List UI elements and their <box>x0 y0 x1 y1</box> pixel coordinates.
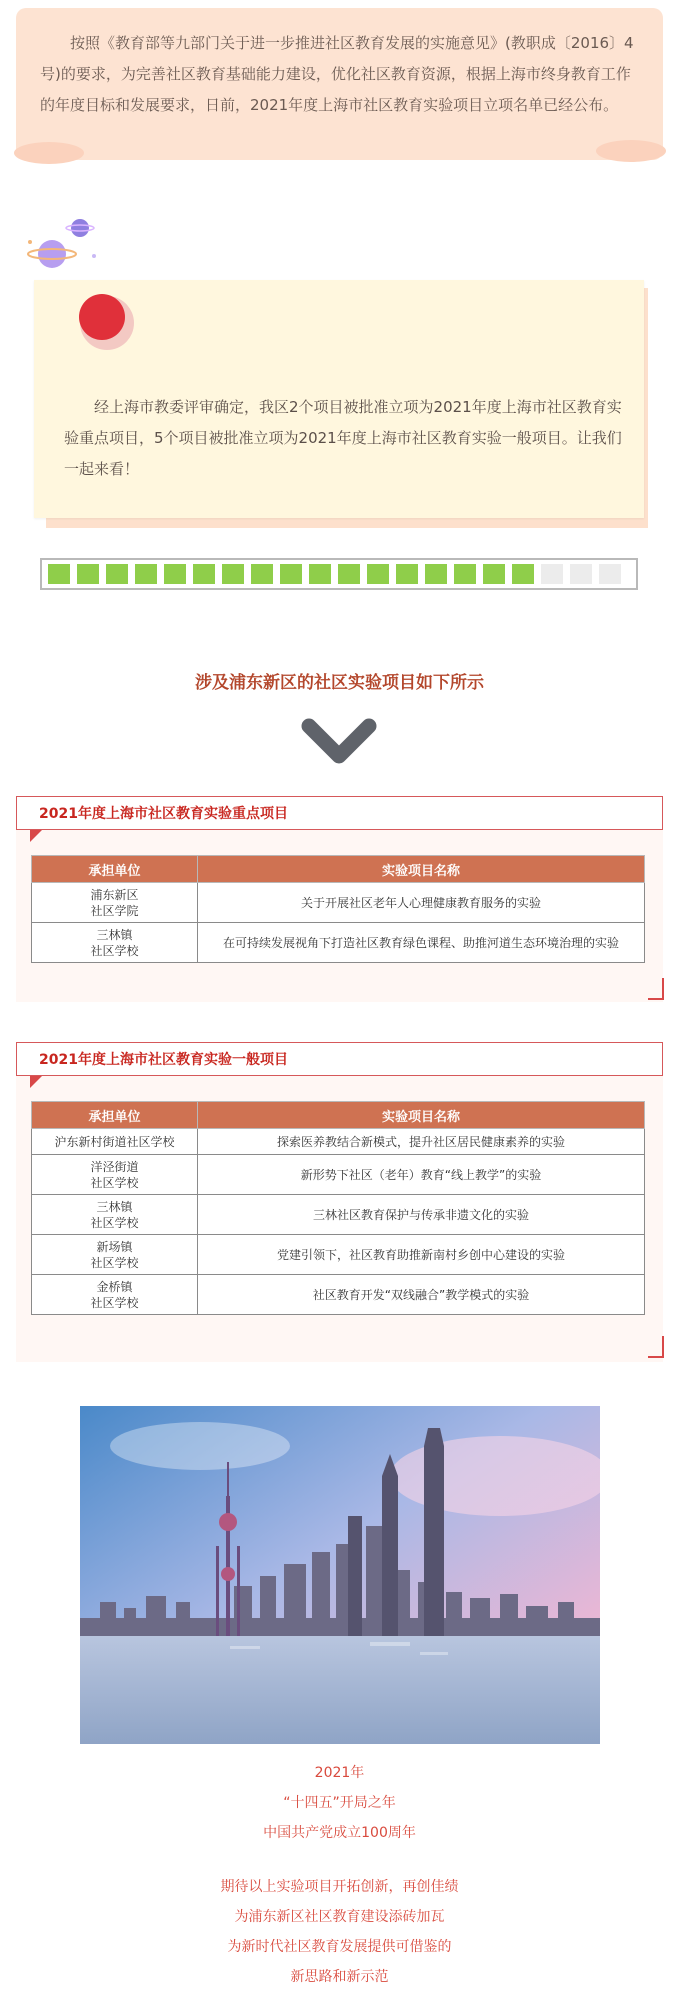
header-project-name: 实验项目名称 <box>198 856 645 883</box>
progress-segment <box>570 564 592 584</box>
note-text: 经上海市教委评审确定，我区2个项目被批准立项为2021年度上海市社区教育实验重点项目，5个项目被批准立项为2021年度上海市社区教育实验一般项目。让我们一起来看！ <box>64 398 622 478</box>
section-heading: 涉及浦东新区的社区实验项目如下所示 <box>195 673 484 693</box>
progress-segment <box>599 564 621 584</box>
table-row <box>32 1275 645 1315</box>
progress-segment <box>135 564 157 584</box>
key-projects-title <box>16 796 663 830</box>
progress-segment <box>48 564 70 584</box>
shanghai-skyline-photo <box>80 1406 600 1744</box>
chevron-down-icon <box>299 716 379 772</box>
general-projects-title <box>16 1042 663 1076</box>
table-row <box>32 1155 645 1195</box>
closing-line: 中国共产党成立100周年 <box>263 1825 416 1841</box>
closing-line: 为新时代社区教育发展提供可借鉴的 <box>227 1939 452 1955</box>
general-projects-title-text: 2021年度上海市社区教育实验一般项目 <box>39 1052 288 1068</box>
unit-cell: 新场镇 社区学校 <box>32 1235 198 1275</box>
unit-cell: 金桥镇 社区学校 <box>32 1275 198 1315</box>
progress-segment <box>251 564 273 584</box>
intro-cloud-right <box>596 140 666 162</box>
project-name-cell: 在可持续发展视角下打造社区教育绿色课程、助推河道生态环境治理的实验 <box>198 923 645 963</box>
closing-line: 新思路和新示范 <box>290 1969 389 1985</box>
table-row <box>32 1129 645 1155</box>
progress-segment <box>222 564 244 584</box>
progress-segment <box>338 564 360 584</box>
progress-segment <box>454 564 476 584</box>
unit-cell: 三林镇 社区学校 <box>32 923 198 963</box>
project-name-cell: 党建引领下，社区教育助推新南村乡创中心建设的实验 <box>198 1235 645 1275</box>
progress-segment <box>106 564 128 584</box>
progress-segment <box>193 564 215 584</box>
progress-bar <box>40 558 638 590</box>
unit-cell: 浦东新区 社区学院 <box>32 883 198 923</box>
header-project-name: 实验项目名称 <box>198 1102 645 1129</box>
table-row <box>32 1235 645 1275</box>
header-unit: 承担单位 <box>32 856 198 883</box>
project-name-cell: 关于开展社区老年人心理健康教育服务的实验 <box>198 883 645 923</box>
progress-segment <box>280 564 302 584</box>
intro-text: 按照《教育部等九部门关于进一步推进社区教育发展的实施意见》(教职成〔2016〕4号)的要求，为完善社区教育基础能力建设，优化社区教育资源，根据上海市终身教育工作的年度目标和发展要求，日前，2021年度上海市社区教育实验项目立项名单已经公布。 <box>40 34 634 114</box>
header-unit: 承担单位 <box>32 1102 198 1129</box>
table-row <box>32 923 645 963</box>
key-projects-corner <box>648 978 664 1000</box>
key-projects-table <box>31 855 645 963</box>
project-name-cell: 新形势下社区（老年）教育“线上教学”的实验 <box>198 1155 645 1195</box>
table-row <box>32 1195 645 1235</box>
unit-cell: 三林镇 社区学校 <box>32 1195 198 1235</box>
project-name-cell: 三林社区教育保护与传承非遗文化的实验 <box>198 1195 645 1235</box>
progress-segment <box>512 564 534 584</box>
closing-line: 为浦东新区社区教育建设添砖加瓦 <box>234 1909 445 1925</box>
planet-icon <box>24 216 104 276</box>
progress-segment <box>164 564 186 584</box>
table-header-row <box>32 856 645 883</box>
progress-segment <box>483 564 505 584</box>
progress-segment <box>396 564 418 584</box>
closing-line: “十四五”开局之年 <box>283 1795 396 1811</box>
intro-cloud-left <box>14 142 84 164</box>
key-projects-title-text: 2021年度上海市社区教育实验重点项目 <box>39 806 288 822</box>
general-projects-tab-triangle <box>30 1076 42 1088</box>
general-projects-table <box>31 1101 645 1315</box>
progress-segment <box>77 564 99 584</box>
unit-cell: 沪东新村街道社区学校 <box>32 1129 198 1155</box>
general-projects-corner <box>648 1336 664 1358</box>
intro-box <box>16 8 663 160</box>
closing-line: 期待以上实验项目开拓创新，再创佳绩 <box>220 1879 459 1895</box>
unit-cell: 洋泾街道 社区学校 <box>32 1155 198 1195</box>
closing-block-a <box>0 1758 679 1848</box>
closing-block-b <box>0 1872 679 1992</box>
project-name-cell: 社区教育开发“双线融合”教学模式的实验 <box>198 1275 645 1315</box>
project-name-cell: 探索医养教结合新模式，提升社区居民健康素养的实验 <box>198 1129 645 1155</box>
table-header-row <box>32 1102 645 1129</box>
progress-segment <box>425 564 447 584</box>
progress-segment <box>367 564 389 584</box>
progress-segment <box>309 564 331 584</box>
closing-line: 2021年 <box>314 1765 365 1781</box>
key-projects-tab-triangle <box>30 830 42 842</box>
pin-icon <box>79 294 125 340</box>
table-row <box>32 883 645 923</box>
progress-segment <box>541 564 563 584</box>
